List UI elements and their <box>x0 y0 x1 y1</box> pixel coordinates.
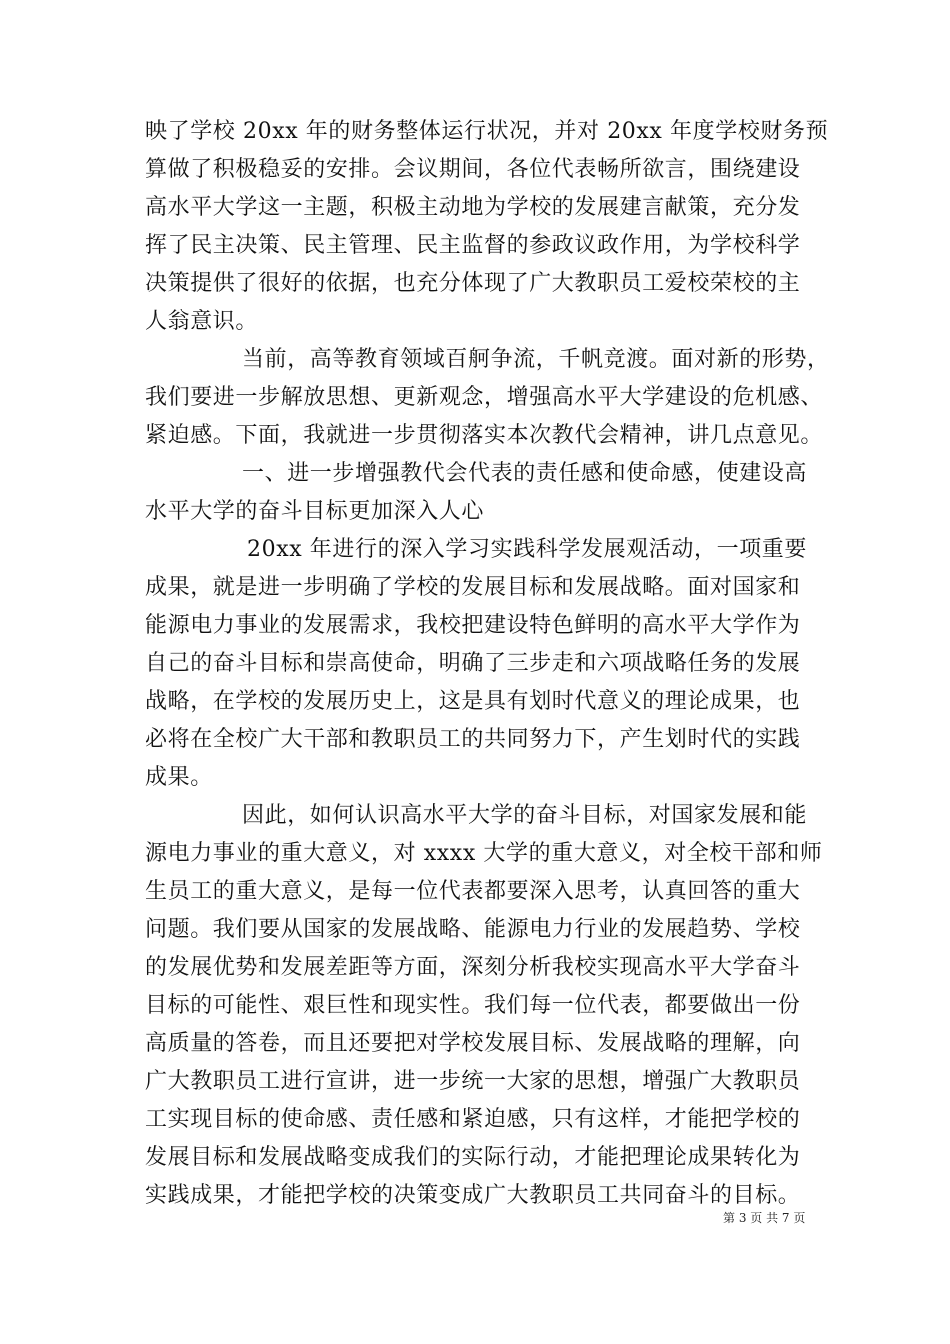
text-line: 发展目标和发展战略变成我们的实际行动，才能把理论成果转化为 <box>145 1145 801 1170</box>
text-line: 自己的奋斗目标和崇高使命，明确了三步走和六项战略任务的发展 <box>145 651 801 676</box>
paragraph-first-line: 当前，高等教育领域百舸争流，千帆竞渡。面对新的形势， <box>242 347 830 372</box>
text-line: 实践成果，才能把学校的决策变成广大教职员工共同奋斗的目标。 <box>145 1183 801 1208</box>
text-line: 我们要进一步解放思想、更新观念，增强高水平大学建设的危机感、 <box>145 385 824 410</box>
text-line: 高水平大学这一主题，积极主动地为学校的发展建言献策，充分发 <box>145 195 801 220</box>
text-line: 工实现目标的使命感、责任感和紧迫感，只有这样，才能把学校的 <box>145 1107 801 1132</box>
text-line: 成果，就是进一步明确了学校的发展目标和发展战略。面对国家和 <box>145 575 801 600</box>
text-line: 挥了民主决策、民主管理、民主监督的参政议政作用，为学校科学 <box>145 233 801 258</box>
text-line: 能源电力事业的发展需求，我校把建设特色鲜明的高水平大学作为 <box>145 613 801 638</box>
text-line: 映了学校 20xx 年的财务整体运行状况，并对 20xx 年度学校财务预 <box>145 119 829 144</box>
text-line: 目标的可能性、艰巨性和现实性。我们每一位代表，都要做出一份 <box>145 993 801 1018</box>
page-number: 第 3 页 共 7 页 <box>723 1211 806 1225</box>
text-line: 紧迫感。下面，我就进一步贯彻落实本次教代会精神，讲几点意见。 <box>145 423 824 448</box>
text-line: 人翁意识。 <box>145 309 259 334</box>
paragraph-first-line: 因此，如何认识高水平大学的奋斗目标，对国家发展和能 <box>242 803 808 828</box>
text-line: 问题。我们要从国家的发展战略、能源电力行业的发展趋势、学校 <box>145 917 801 942</box>
text-line: 广大教职员工进行宣讲，进一步统一大家的思想，增强广大教职员 <box>145 1069 801 1094</box>
text-line: 战略，在学校的发展历史上，这是具有划时代意义的理论成果，也 <box>145 689 801 714</box>
text-line: 高质量的答卷，而且还要把对学校发展目标、发展战略的理解，向 <box>145 1031 801 1056</box>
text-line: 的发展优势和发展差距等方面，深刻分析我校实现高水平大学奋斗 <box>145 955 801 980</box>
text-line: 成果。 <box>145 765 213 790</box>
section-heading-line: 一、进一步增强教代会代表的责任感和使命感，使建设高 <box>242 461 808 486</box>
text-line: 源电力事业的重大意义，对 xxxx 大学的重大意义，对全校干部和师 <box>145 841 823 866</box>
text-line: 算做了积极稳妥的安排。会议期间，各位代表畅所欲言，围绕建设 <box>145 157 801 182</box>
text-line: 必将在全校广大干部和教职员工的共同努力下，产生划时代的实践 <box>145 727 801 752</box>
text-line: 决策提供了很好的依据，也充分体现了广大教职员工爱校荣校的主 <box>145 271 801 296</box>
paragraph-first-line: 20xx 年进行的深入学习实践科学发展观活动，一项重要 <box>247 537 808 562</box>
text-line: 生员工的重大意义，是每一位代表都要深入思考，认真回答的重大 <box>145 879 801 904</box>
section-heading-line: 水平大学的奋斗目标更加深入人心 <box>145 499 485 524</box>
